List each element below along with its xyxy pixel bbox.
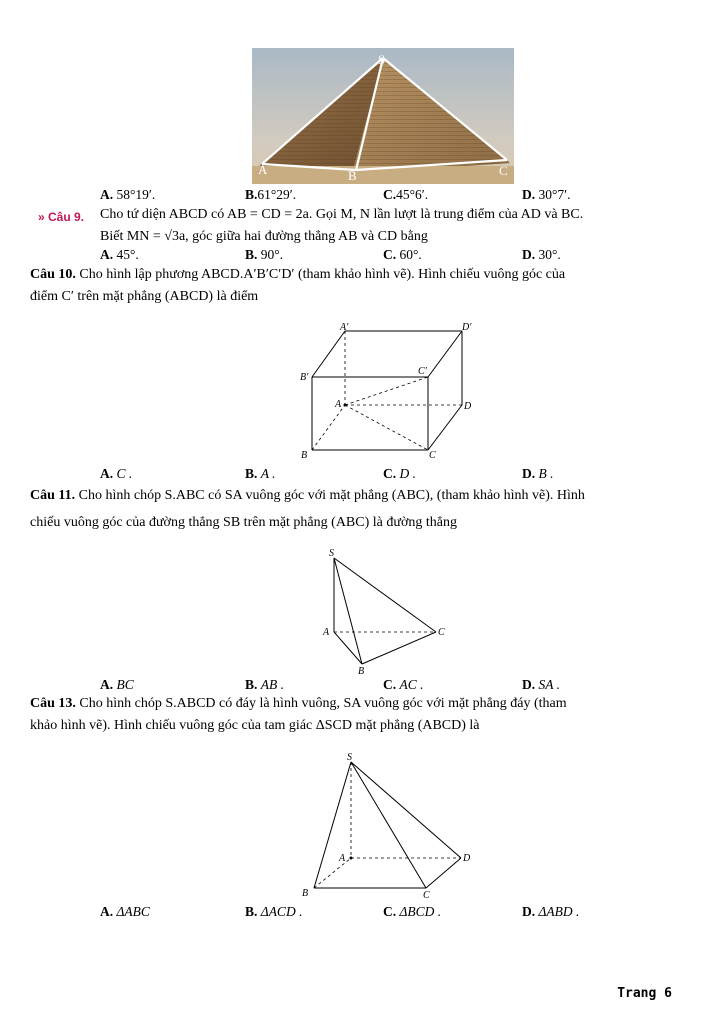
q13-text-line1: Câu 13. Cho hình chóp S.ABCD có đáy là hình vuông, SA vuông góc với mặt phẳng đáy (tham	[30, 696, 567, 711]
photo-label-a: A	[258, 162, 268, 177]
photo-label-b: B	[348, 168, 357, 183]
photo-label-s: S	[378, 52, 386, 67]
cube-label-b1: B′	[300, 372, 309, 383]
q10-option-d[interactable]: D. B .	[522, 466, 554, 481]
sabc-label-s: S	[329, 548, 334, 559]
q13-option-b[interactable]: B. ΔACD .	[245, 904, 303, 919]
q11-option-a[interactable]: A. BC	[100, 677, 134, 692]
cube-label-a: A	[335, 399, 342, 410]
cube-label-a1: A′	[340, 322, 349, 333]
sabc-label-a: A	[323, 627, 330, 638]
cube-figure	[296, 320, 486, 460]
q9-option-c[interactable]: C. 60°.	[383, 247, 422, 262]
pyramid-sabcd-figure	[298, 750, 478, 900]
q8-option-c[interactable]: C.45°6′.	[383, 187, 429, 202]
pyramid-photo	[252, 48, 514, 184]
q11-text-line2: chiếu vuông góc của đường thẳng SB trên mặt phẳng (ABC) là đường thẳng	[30, 515, 457, 530]
q9-option-b[interactable]: B. 90°.	[245, 247, 284, 262]
sabcd-label-s: S	[347, 752, 352, 763]
q10-text-line2: điểm C′ trên mặt phẳng (ABCD) là điểm	[30, 289, 259, 304]
q10-label: Câu 10.	[30, 267, 76, 282]
q13-text-line2: khảo hình vẽ). Hình chiếu vuông góc của tam giác ΔSCD mặt phẳng (ABCD) là	[30, 718, 480, 733]
q13-label: Câu 13.	[30, 696, 76, 711]
q9-marker: » Câu 9.	[38, 210, 85, 224]
q9-text-line1: Cho tứ diện ABCD có AB = CD = 2a. Gọi M, N lần lượt là trung điểm của AD và BC.	[100, 207, 584, 222]
sabc-label-b: B	[358, 666, 365, 676]
q10-option-b[interactable]: B. A .	[245, 466, 276, 481]
q11-option-d[interactable]: D. SA .	[522, 677, 561, 692]
q11-text-line1: Câu 11. Cho hình chóp S.ABC có SA vuông góc với mặt phẳng (ABC), (tham khảo hình vẽ). Hình	[30, 488, 585, 503]
cube-label-d1: D′	[462, 322, 472, 333]
q9-option-d[interactable]: D. 30°.	[522, 247, 561, 262]
q13-option-a[interactable]: A. ΔABC	[100, 904, 150, 919]
q8-option-d[interactable]: D. 30°7′.	[522, 187, 571, 202]
sabcd-label-a: A	[339, 853, 346, 864]
sabcd-label-c: C	[423, 890, 430, 900]
q11-option-b[interactable]: B. AB .	[245, 677, 285, 692]
sabcd-label-d: D	[463, 853, 471, 864]
photo-label-c: C	[499, 163, 508, 178]
cube-label-c: C	[429, 450, 436, 460]
page-number: Trang 6	[617, 986, 672, 1001]
q10-option-c[interactable]: C. D .	[383, 466, 416, 481]
q8-option-b[interactable]: B.61°29′.	[245, 187, 297, 202]
q9-text-line2: Biết MN = √3a, góc giữa hai đường thẳng AB và CD bằng	[100, 229, 428, 244]
cube-label-b: B	[301, 450, 308, 460]
q11-label: Câu 11.	[30, 488, 76, 503]
cube-label-d: D	[464, 401, 472, 412]
q13-option-c[interactable]: C. ΔBCD .	[383, 904, 442, 919]
q10-option-a[interactable]: A. C .	[100, 466, 133, 481]
sabcd-label-b: B	[302, 888, 309, 899]
sabc-label-c: C	[438, 627, 445, 638]
q8-option-a[interactable]: A. 58°19′.	[100, 187, 156, 202]
q10-text-line1: Câu 10. Cho hình lập phương ABCD.A′B′C′D′ (tham khảo hình vẽ). Hình chiếu vuông góc của	[30, 267, 566, 282]
q11-option-c[interactable]: C. AC .	[383, 677, 424, 692]
q13-option-d[interactable]: D. ΔABD .	[522, 904, 580, 919]
pyramid-sabc-figure	[318, 546, 458, 676]
q9-option-a[interactable]: A. 45°.	[100, 247, 139, 262]
cube-label-c1: C′	[418, 366, 427, 377]
